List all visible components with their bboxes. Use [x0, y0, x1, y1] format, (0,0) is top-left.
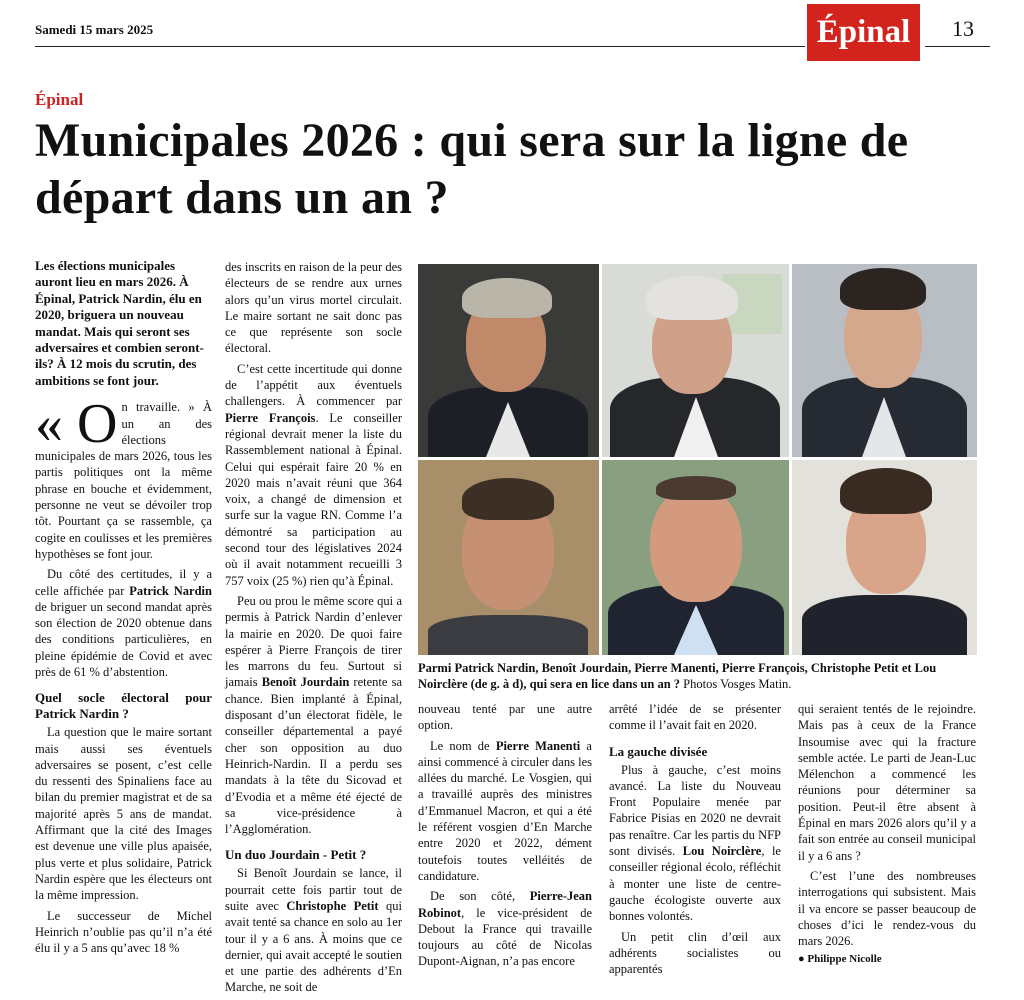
- person-name: Lou Noirclère: [682, 844, 762, 859]
- lede: Les élections municipales auront lieu en mars 2026. À Épinal, Patrick Nardin, élu en 2020, briguera un nouveau mandat. Mais qui seront ses adversaires et combien seront-ils? À 12 mois du scrutin, des ambitions se font jour.: [35, 258, 204, 388]
- paragraph-text: . Le conseiller régional devrait mener la liste du Rassemblement national à Épinal. Celui qui espérait faire 20 % en 2020 mais n’avait réuni que 364 voix, a changé de dimension et surfe sur la vague RN. Comme l’a démontré sa participation au second tour des législatives 2024 où il avait notamment recueilli 3 757 voix (25 %) rien qu’à Épinal.: [225, 410, 402, 588]
- subheading: Quel socle électoral pour Patrick Nardin ?: [35, 690, 212, 722]
- paragraph-text: , le conseiller régional écolo, réfléchit à monter une liste de centre-gauche écologiste ouverte aux bonnes volontés.: [609, 844, 781, 924]
- section-badge: Épinal: [807, 4, 920, 61]
- paragraph: La question que le maire sortant mais aussi ses éventuels adversaires se posent, c’est celle du ressenti des Spinaliens face au bilan du premier magistrat et de sa majorité après 5 ans de mandat. Affirmant que la cité des Images est devenue une ville plus apaisée, plus verte et plus solidaire, Patrick Nardin espère que les électeurs ont la même impression.: [35, 725, 212, 903]
- paragraph: des inscrits en raison de la peur des électeurs de se rendre aux urnes alors qu’un virus mortel circulait. Le maire sortant ne sait donc pas ce que représente son socle électoral.: [225, 260, 402, 356]
- paragraph: [35, 566, 212, 680]
- person-name: Pierre-Jean Robinot: [418, 889, 592, 920]
- paragraph-text: qui avait tenté sa chance en solo au 1er tour il y a 6 ans. À moins que ce dernier, qui avait accepté le soutien et une partie des adhérents d’En Marche, ne soit de: [225, 898, 402, 995]
- person-name: Pierre François: [225, 410, 316, 425]
- subheading: Un duo Jourdain - Petit ?: [225, 847, 367, 863]
- column-3: [418, 701, 592, 974]
- header-rule: [35, 46, 805, 47]
- page-number: 13: [952, 16, 974, 41]
- paragraph-text: retente sa chance. Bien implanté à Épinal, disposant d’un électorat fidèle, le conseiller départemental a payé cher son opposition au duo Heinrich-Nardin. Il a perdu ses mandats à la tête du Sicovad et d’Evodia et a même été éjecté de sa vice-présidence à l’Agglomération.: [225, 675, 402, 837]
- paragraph: Un petit clin d’œil aux adhérents socialistes ou apparentés: [609, 929, 781, 977]
- caption-text: Parmi Patrick Nardin, Benoît Jourdain, Pierre Manenti, Pierre François, Christophe Petit et Lou Noirclère (de g. à d), qui sera en lice dans un an ?: [418, 661, 937, 691]
- person-name: Christophe Petit: [286, 898, 379, 913]
- paragraph: [609, 762, 781, 925]
- portrait-photo: [792, 460, 977, 655]
- paragraph: qui seraient tentés de le rejoindre. Mais pas à ceux de la France Insoumise avec qui la fracture semble actée. Le parti de Jean-Luc Mélenchon a commencé les réunions pour déterminer sa position. Peut-il être absent à Épinal en mars 2026 alors qu’il y a fait son entrée au conseil municipal il y a 6 ans ?: [798, 702, 976, 863]
- paragraph-text: Si Benoît Jourdain se lance, il pourrait cette fois partir tout de suite avec: [225, 866, 402, 913]
- paragraph: [225, 865, 402, 995]
- column-1: [35, 258, 212, 960]
- paragraph: [418, 888, 592, 969]
- person-name: Pierre Manenti: [495, 738, 581, 753]
- author-signature: ● Philippe Nicolle: [798, 953, 882, 966]
- paragraph: arrêté l’idée de se présenter comme il l’avait fait en 2020.: [609, 702, 781, 733]
- portrait-photo: [418, 264, 599, 457]
- person-name: Benoît Jourdain: [261, 675, 350, 690]
- paragraph-text: de briguer un second mandat après son élection de 2020 obtenue dans des conditions particulières, en pleine épidémie de Covid et avec près de 61 % d’abstention.: [35, 599, 212, 679]
- paragraph: [418, 738, 592, 885]
- column-5: [798, 701, 976, 965]
- photo-caption: [418, 660, 983, 692]
- person-name: Patrick Nardin: [129, 583, 212, 598]
- paragraph-text: Du côté des certitudes, il y a celle affichée par: [35, 567, 212, 598]
- paragraph-text: Plus à gauche, c’est moins avancé. La liste du Nouveau Front Populaire menée par Fabrice Pisias en 2020 ne devrait pas renaître. Car les partis du NFP sont divisés.: [609, 762, 781, 859]
- paragraph: C’est l’une des nombreuses interrogations qui subsistent. Mais il va encore se passer beaucoup de choses d’ici le rendez-vous du mars 2026.: [798, 868, 976, 949]
- portrait-photo: [602, 460, 789, 655]
- paragraph-text: n travaille. » À un an des élections municipales de mars 2026, tous les partis politiques ont la même phrase en bouche et évidemment, personne ne veut se dévoiler trop tôt. Pourtant ça se rassemble, ça cogite en coulisses et les premières hypothèses se font jour.: [35, 400, 212, 561]
- portrait-photo: [418, 460, 599, 655]
- kicker: Épinal: [35, 90, 84, 109]
- paragraph-text: a ainsi commencé à circuler dans les allées du marché. Le Vosgien, qui a travaillé auprès des ministres d’Emmanuel Macron, et qui a été le référent vosgien d’En Marche entre 2020 et 2022, dément toutefois toutes velléités de candidature.: [418, 738, 592, 883]
- column-4: [609, 701, 781, 981]
- paragraph-text: C’est cette incertitude qui donne de l’appétit aux éventuels challengers. À commencer par: [225, 361, 402, 409]
- subheading: La gauche divisée: [609, 743, 708, 759]
- column-2: [225, 259, 402, 1000]
- portrait-photo: [602, 264, 789, 457]
- headline: Municipales 2026 : qui sera sur la ligne de départ dans un an ?: [35, 114, 909, 224]
- paragraph-text: , le vice-président de Debout la France qui travaille toujours au côté de Nicolas Dupont-Aignan, n’a pas encore: [418, 905, 592, 969]
- paragraph: [35, 393, 212, 562]
- drop-cap: « O: [35, 393, 118, 456]
- paragraph-text: Le nom de: [430, 738, 496, 753]
- paragraph-text: Peu ou prou le même score qui a permis à Patrick Nardin d’enlever la mairie en 2020. De quoi faire espérer à Pierre François de tirer les marrons du feu. Surtout si jamais: [225, 593, 402, 690]
- paragraph: [225, 361, 402, 589]
- date-line: Samedi 15 mars 2025: [35, 22, 154, 37]
- paragraph: [225, 593, 402, 837]
- paragraph: nouveau tenté par une autre option.: [418, 702, 592, 733]
- photo-credit: Photos Vosges Matin.: [680, 677, 792, 691]
- portrait-grid: [418, 264, 975, 656]
- portrait-photo: [792, 264, 977, 457]
- header-rule-right: [925, 46, 990, 47]
- paragraph: Le successeur de Michel Heinrich n’oublie pas qu’il n’a été élu il y a 5 ans qu’avec 18 %: [35, 908, 212, 956]
- paragraph-text: De son côté,: [430, 889, 530, 904]
